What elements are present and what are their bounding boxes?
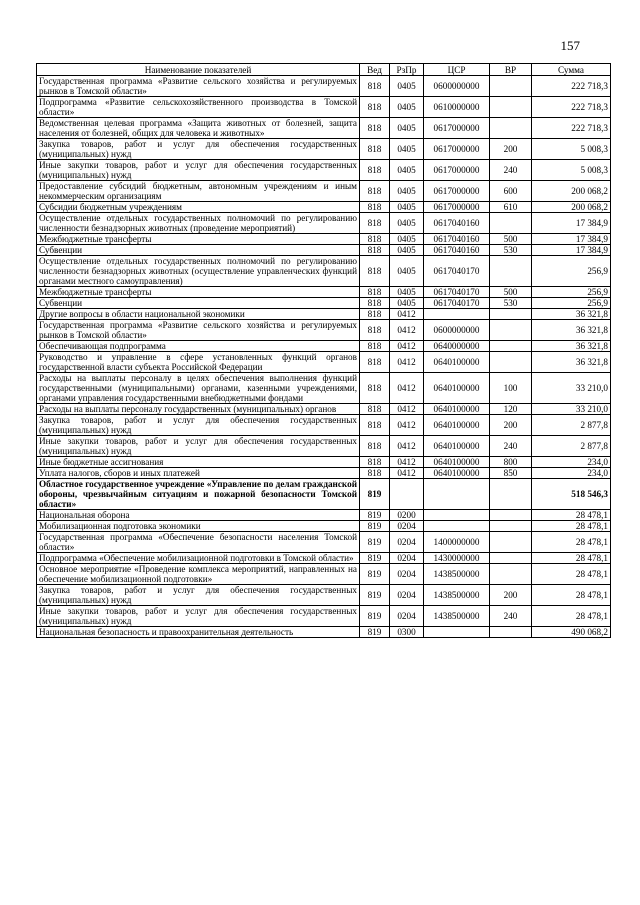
cell-vr: 500: [490, 234, 532, 245]
table-header: [37, 64, 611, 76]
cell-ved: 818: [360, 76, 390, 97]
cell-rzpr: 0412: [390, 309, 424, 320]
cell-sum: 17 384,9: [532, 234, 611, 245]
cell-name: Национальная оборона: [37, 510, 360, 521]
cell-vr: [490, 553, 532, 564]
cell-sum: 490 068,2: [532, 627, 611, 638]
header-row: [37, 64, 611, 76]
cell-name: Иные закупки товаров, работ и услуг для обеспечения государственных (муниципальных) нужд: [37, 606, 360, 627]
cell-rzpr: 0405: [390, 118, 424, 139]
cell-ved: 818: [360, 181, 390, 202]
cell-ved: 819: [360, 627, 390, 638]
cell-vr: 240: [490, 160, 532, 181]
cell-vr: [490, 532, 532, 553]
cell-sum: 28 478,1: [532, 606, 611, 627]
cell-csr: 0640100000: [424, 457, 490, 468]
cell-ved: 819: [360, 585, 390, 606]
cell-name: Ведомственная целевая программа «Защита животных от болезней, защита населения от болезней, общих для человека и животных»: [37, 118, 360, 139]
cell-sum: 28 478,1: [532, 521, 611, 532]
cell-vr: 600: [490, 181, 532, 202]
cell-sum: 222 718,3: [532, 76, 611, 97]
cell-name: Мобилизационная подготовка экономики: [37, 521, 360, 532]
cell-vr: 200: [490, 415, 532, 436]
cell-ved: 819: [360, 510, 390, 521]
cell-ved: 818: [360, 468, 390, 479]
cell-ved: 818: [360, 139, 390, 160]
cell-rzpr: 0412: [390, 468, 424, 479]
cell-rzpr: 0412: [390, 352, 424, 373]
cell-csr: 0600000000: [424, 320, 490, 341]
cell-name: Закупка товаров, работ и услуг для обеспечения государственных (муниципальных) нужд: [37, 139, 360, 160]
table-row: [37, 76, 611, 97]
cell-rzpr: 0405: [390, 234, 424, 245]
cell-ved: 818: [360, 404, 390, 415]
cell-ved: 818: [360, 352, 390, 373]
cell-csr: 0617000000: [424, 118, 490, 139]
cell-name: Иные закупки товаров, работ и услуг для обеспечения государственных (муниципальных) нужд: [37, 436, 360, 457]
cell-csr: 0617040170: [424, 256, 490, 287]
cell-rzpr: 0405: [390, 287, 424, 298]
cell-ved: 818: [360, 97, 390, 118]
page-number: 157: [560, 38, 580, 53]
cell-sum: 256,9: [532, 256, 611, 287]
table-row: [37, 585, 611, 606]
cell-csr: 1438500000: [424, 585, 490, 606]
cell-sum: 28 478,1: [532, 553, 611, 564]
cell-sum: 28 478,1: [532, 510, 611, 521]
cell-ved: 818: [360, 256, 390, 287]
cell-csr: 0617000000: [424, 139, 490, 160]
cell-name: Подпрограмма «Обеспечение мобилизационной подготовки в Томской области»: [37, 553, 360, 564]
cell-csr: 0640100000: [424, 468, 490, 479]
cell-ved: 818: [360, 457, 390, 468]
cell-rzpr: 0300: [390, 627, 424, 638]
cell-csr: 0640100000: [424, 352, 490, 373]
table-row: [37, 309, 611, 320]
table-row: [37, 436, 611, 457]
cell-name: Уплата налогов, сборов и иных платежей: [37, 468, 360, 479]
table-row: [37, 245, 611, 256]
cell-name: Расходы на выплаты персоналу государственных (муниципальных) органов: [37, 404, 360, 415]
table-row: [37, 97, 611, 118]
table-row: [37, 457, 611, 468]
cell-name: Обеспечивающая подпрограмма: [37, 341, 360, 352]
cell-name: Субвенции: [37, 298, 360, 309]
cell-sum: 28 478,1: [532, 564, 611, 585]
cell-ved: 819: [360, 553, 390, 564]
cell-ved: 818: [360, 213, 390, 234]
cell-rzpr: 0204: [390, 553, 424, 564]
cell-csr: 0617000000: [424, 181, 490, 202]
cell-name: Осуществление отдельных государственных полномочий по регулированию численности безнадзорных животных (осуществление управленческих функций органами местного самоуправления): [37, 256, 360, 287]
cell-csr: [424, 309, 490, 320]
cell-sum: 28 478,1: [532, 585, 611, 606]
cell-sum: 33 210,0: [532, 373, 611, 404]
budget-table: [36, 63, 611, 638]
cell-vr: [490, 564, 532, 585]
cell-vr: [490, 352, 532, 373]
cell-vr: 500: [490, 287, 532, 298]
table-row: [37, 287, 611, 298]
table-row: [37, 202, 611, 213]
cell-ved: 818: [360, 415, 390, 436]
cell-rzpr: 0204: [390, 606, 424, 627]
cell-rzpr: 0405: [390, 256, 424, 287]
cell-csr: 0617040160: [424, 245, 490, 256]
cell-vr: [490, 341, 532, 352]
table-row: [37, 415, 611, 436]
cell-name: Межбюджетные трансферты: [37, 287, 360, 298]
cell-csr: 0617000000: [424, 202, 490, 213]
cell-csr: 1438500000: [424, 606, 490, 627]
cell-ved: 818: [360, 298, 390, 309]
cell-name: Межбюджетные трансферты: [37, 234, 360, 245]
cell-rzpr: 0405: [390, 76, 424, 97]
cell-rzpr: 0204: [390, 564, 424, 585]
cell-name: Руководство и управление в сфере установленных функций органов государственной власти субъекта Российской Федерации: [37, 352, 360, 373]
cell-csr: 0617040170: [424, 298, 490, 309]
cell-vr: 610: [490, 202, 532, 213]
cell-ved: 819: [360, 532, 390, 553]
cell-csr: 0617040160: [424, 234, 490, 245]
cell-ved: 818: [360, 118, 390, 139]
cell-csr: 1430000000: [424, 553, 490, 564]
table-row: [37, 320, 611, 341]
cell-csr: 1400000000: [424, 532, 490, 553]
cell-csr: 0640100000: [424, 404, 490, 415]
cell-sum: 36 321,8: [532, 352, 611, 373]
header-rzpr: РзПр: [390, 64, 424, 76]
cell-sum: 222 718,3: [532, 97, 611, 118]
cell-name: Закупка товаров, работ и услуг для обеспечения государственных (муниципальных) нужд: [37, 585, 360, 606]
cell-vr: [490, 479, 532, 510]
cell-ved: 818: [360, 245, 390, 256]
cell-csr: 1438500000: [424, 564, 490, 585]
cell-rzpr: 0405: [390, 202, 424, 213]
cell-vr: [490, 76, 532, 97]
cell-ved: 819: [360, 521, 390, 532]
cell-vr: 200: [490, 585, 532, 606]
cell-sum: 36 321,8: [532, 320, 611, 341]
cell-sum: 200 068,2: [532, 202, 611, 213]
cell-sum: 200 068,2: [532, 181, 611, 202]
cell-rzpr: 0204: [390, 521, 424, 532]
header-vr: ВР: [490, 64, 532, 76]
cell-csr: 0640100000: [424, 373, 490, 404]
cell-vr: 240: [490, 436, 532, 457]
cell-sum: 256,9: [532, 298, 611, 309]
cell-csr: [424, 510, 490, 521]
cell-rzpr: 0412: [390, 320, 424, 341]
table-row: [37, 521, 611, 532]
cell-sum: 234,0: [532, 457, 611, 468]
cell-rzpr: 0412: [390, 404, 424, 415]
cell-name: Иные закупки товаров, работ и услуг для обеспечения государственных (муниципальных) нужд: [37, 160, 360, 181]
cell-sum: 5 008,3: [532, 160, 611, 181]
cell-sum: 234,0: [532, 468, 611, 479]
cell-name: Субвенции: [37, 245, 360, 256]
cell-sum: 5 008,3: [532, 139, 611, 160]
cell-rzpr: 0405: [390, 160, 424, 181]
cell-rzpr: 0405: [390, 139, 424, 160]
cell-vr: [490, 118, 532, 139]
cell-rzpr: 0412: [390, 341, 424, 352]
cell-csr: 0617000000: [424, 160, 490, 181]
table-row: [37, 160, 611, 181]
cell-name: Предоставление субсидий бюджетным, автономным учреждениям и иным некоммерческим организациям: [37, 181, 360, 202]
table-row: [37, 404, 611, 415]
table-row: [37, 373, 611, 404]
table-row: [37, 298, 611, 309]
cell-vr: [490, 521, 532, 532]
cell-rzpr: 0204: [390, 585, 424, 606]
cell-name: Субсидии бюджетным учреждениям: [37, 202, 360, 213]
cell-name: Осуществление отдельных государственных полномочий по регулированию численности безнадзорных животных (проведение мероприятий): [37, 213, 360, 234]
cell-rzpr: [390, 479, 424, 510]
table-row: [37, 564, 611, 585]
header-csr: ЦСР: [424, 64, 490, 76]
cell-name: Государственная программа «Развитие сельского хозяйства и регулируемых рынков в Томской области»: [37, 76, 360, 97]
cell-ved: 818: [360, 202, 390, 213]
cell-name: Подпрограмма «Развитие сельскохозяйственного производства в Томской области»: [37, 97, 360, 118]
cell-name: Закупка товаров, работ и услуг для обеспечения государственных (муниципальных) нужд: [37, 415, 360, 436]
header-name: Наименование показателей: [37, 64, 360, 76]
cell-sum: 28 478,1: [532, 532, 611, 553]
table-row: [37, 234, 611, 245]
cell-rzpr: 0405: [390, 97, 424, 118]
cell-csr: 0640100000: [424, 415, 490, 436]
table-row: [37, 139, 611, 160]
cell-rzpr: 0412: [390, 436, 424, 457]
cell-vr: 530: [490, 245, 532, 256]
cell-sum: 2 877,8: [532, 436, 611, 457]
cell-rzpr: 0204: [390, 532, 424, 553]
cell-vr: 200: [490, 139, 532, 160]
cell-rzpr: 0405: [390, 245, 424, 256]
cell-name: Государственная программа «Обеспечение безопасности населения Томской области»: [37, 532, 360, 553]
cell-csr: [424, 479, 490, 510]
header-ved: Вед: [360, 64, 390, 76]
table-row: [37, 341, 611, 352]
table-row: [37, 532, 611, 553]
cell-rzpr: 0405: [390, 298, 424, 309]
table-row: [37, 213, 611, 234]
cell-vr: 800: [490, 457, 532, 468]
table-row: [37, 606, 611, 627]
cell-ved: 818: [360, 373, 390, 404]
cell-name: Национальная безопасность и правоохранительная деятельность: [37, 627, 360, 638]
header-sum: Сумма: [532, 64, 611, 76]
cell-ved: 818: [360, 234, 390, 245]
cell-rzpr: 0412: [390, 373, 424, 404]
cell-ved: 818: [360, 287, 390, 298]
table-row: [37, 181, 611, 202]
cell-csr: 0640000000: [424, 341, 490, 352]
cell-rzpr: 0412: [390, 457, 424, 468]
cell-csr: 0610000000: [424, 97, 490, 118]
cell-sum: 256,9: [532, 287, 611, 298]
cell-vr: [490, 510, 532, 521]
cell-rzpr: 0412: [390, 415, 424, 436]
table-row: [37, 479, 611, 510]
cell-csr: 0617040160: [424, 213, 490, 234]
cell-ved: 818: [360, 320, 390, 341]
cell-vr: [490, 256, 532, 287]
cell-csr: 0640100000: [424, 436, 490, 457]
cell-vr: [490, 97, 532, 118]
cell-ved: 819: [360, 564, 390, 585]
cell-csr: 0617040170: [424, 287, 490, 298]
cell-name: Государственная программа «Развитие сельского хозяйства и регулируемых рынков в Томской области»: [37, 320, 360, 341]
cell-csr: 0600000000: [424, 76, 490, 97]
cell-rzpr: 0405: [390, 181, 424, 202]
cell-sum: 518 546,3: [532, 479, 611, 510]
cell-sum: 36 321,8: [532, 309, 611, 320]
cell-vr: 100: [490, 373, 532, 404]
cell-sum: 36 321,8: [532, 341, 611, 352]
cell-vr: [490, 309, 532, 320]
cell-name: Основное мероприятие «Проведение комплекса мероприятий, направленных на обеспечение мобилизационной подготовки»: [37, 564, 360, 585]
cell-vr: 530: [490, 298, 532, 309]
table-row: [37, 510, 611, 521]
table-row: [37, 553, 611, 564]
cell-vr: 850: [490, 468, 532, 479]
cell-name: Расходы на выплаты персоналу в целях обеспечения выполнения функций государственными (муниципальными) органами, казенными учреждениями, органами управления государственными внебюджетными фондами: [37, 373, 360, 404]
cell-rzpr: 0405: [390, 213, 424, 234]
cell-rzpr: 0200: [390, 510, 424, 521]
cell-ved: 819: [360, 479, 390, 510]
table-row: [37, 118, 611, 139]
cell-sum: 2 877,8: [532, 415, 611, 436]
cell-ved: 818: [360, 160, 390, 181]
table-row: [37, 256, 611, 287]
table-body: [37, 76, 611, 638]
table-row: [37, 627, 611, 638]
cell-sum: 33 210,0: [532, 404, 611, 415]
table-row: [37, 468, 611, 479]
cell-vr: [490, 627, 532, 638]
cell-ved: 818: [360, 341, 390, 352]
cell-name: Другие вопросы в области национальной экономики: [37, 309, 360, 320]
table-row: [37, 352, 611, 373]
cell-sum: 17 384,9: [532, 213, 611, 234]
cell-vr: [490, 213, 532, 234]
cell-vr: 120: [490, 404, 532, 415]
cell-ved: 818: [360, 309, 390, 320]
cell-ved: 818: [360, 436, 390, 457]
cell-vr: [490, 320, 532, 341]
cell-csr: [424, 627, 490, 638]
cell-sum: 222 718,3: [532, 118, 611, 139]
cell-sum: 17 384,9: [532, 245, 611, 256]
cell-csr: [424, 521, 490, 532]
cell-ved: 819: [360, 606, 390, 627]
cell-vr: 240: [490, 606, 532, 627]
cell-name: Иные бюджетные ассигнования: [37, 457, 360, 468]
cell-name: Областное государственное учреждение «Управление по делам гражданской обороны, чрезвычайным ситуациям и пожарной безопасности Томской области»: [37, 479, 360, 510]
